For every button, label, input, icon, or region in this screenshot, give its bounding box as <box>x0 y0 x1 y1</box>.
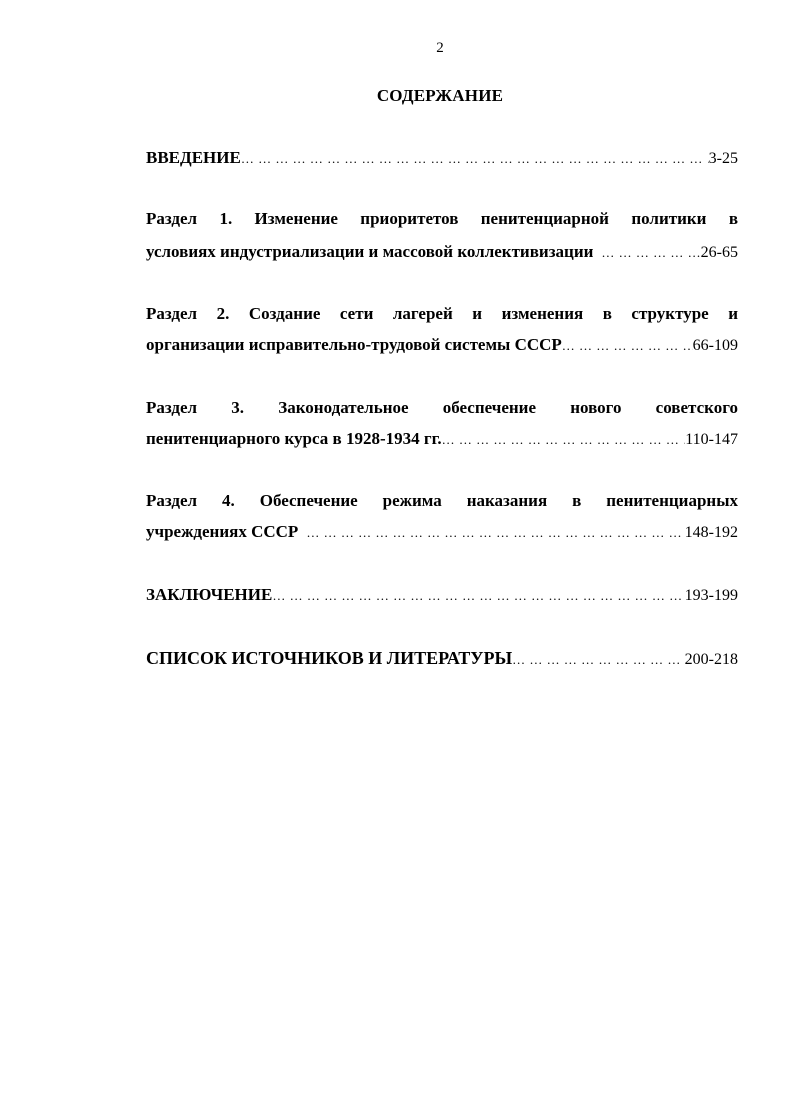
toc-entry-pages: 193-199 <box>684 587 738 604</box>
page-number: 2 <box>436 40 444 56</box>
toc-entry-pages: 26-65 <box>700 244 738 261</box>
toc-entry-pages: 148-192 <box>684 524 738 541</box>
toc-entry-section4-line1: Раздел 4. Обеспечение режима наказания в пенитенциарных <box>146 491 738 510</box>
toc-entry-label: учреждениях СССР <box>146 522 299 541</box>
toc-entry-label: СПИСОК ИСТОЧНИКОВ И ЛИТЕРАТУРЫ <box>146 648 513 668</box>
toc-entry-label: условиях индустриализации и массовой коллективизации <box>146 242 594 261</box>
dot-leader <box>601 242 700 264</box>
dot-leader <box>562 335 693 357</box>
toc-entry-section1-line2 <box>146 241 738 264</box>
toc-entry-section2-line1: Раздел 2. Создание сети лагерей и изменения в структуре и <box>146 304 738 323</box>
toc-entry-pages: 66-109 <box>692 337 738 354</box>
dot-leader <box>512 649 685 671</box>
dot-leader <box>272 585 684 607</box>
toc-entry-section1-line1: Раздел 1. Изменение приоритетов пенитенциарной политики в <box>146 209 738 228</box>
toc-entry-section3-line1: Раздел 3. Законодательное обеспечение нового советского <box>146 398 738 417</box>
toc-entry-section3-line2 <box>146 428 738 451</box>
dot-leader <box>306 522 684 544</box>
toc-entry-label: ВВЕДЕНИЕ <box>146 148 241 167</box>
dot-leader <box>241 148 709 170</box>
toc-entry-pages: 200-218 <box>684 651 738 668</box>
toc-entry-section4-line2 <box>146 521 738 544</box>
toc-entry-conclusion <box>146 584 738 607</box>
toc-entry-intro <box>146 147 738 170</box>
toc-entry-pages: 3-25 <box>708 150 738 167</box>
toc-entry-section2-line2 <box>146 334 738 357</box>
toc-entry-sources <box>146 647 738 671</box>
toc-entry-label: пенитенциарного курса в 1928-1934 гг. <box>146 429 442 448</box>
page-title: СОДЕРЖАНИЕ <box>376 86 504 105</box>
toc-entry-pages: 110-147 <box>685 431 738 448</box>
toc-entry-label: ЗАКЛЮЧЕНИЕ <box>146 585 273 604</box>
toc-entry-label: организации исправительно-трудовой системы СССР <box>146 335 562 354</box>
dot-leader <box>442 429 686 451</box>
